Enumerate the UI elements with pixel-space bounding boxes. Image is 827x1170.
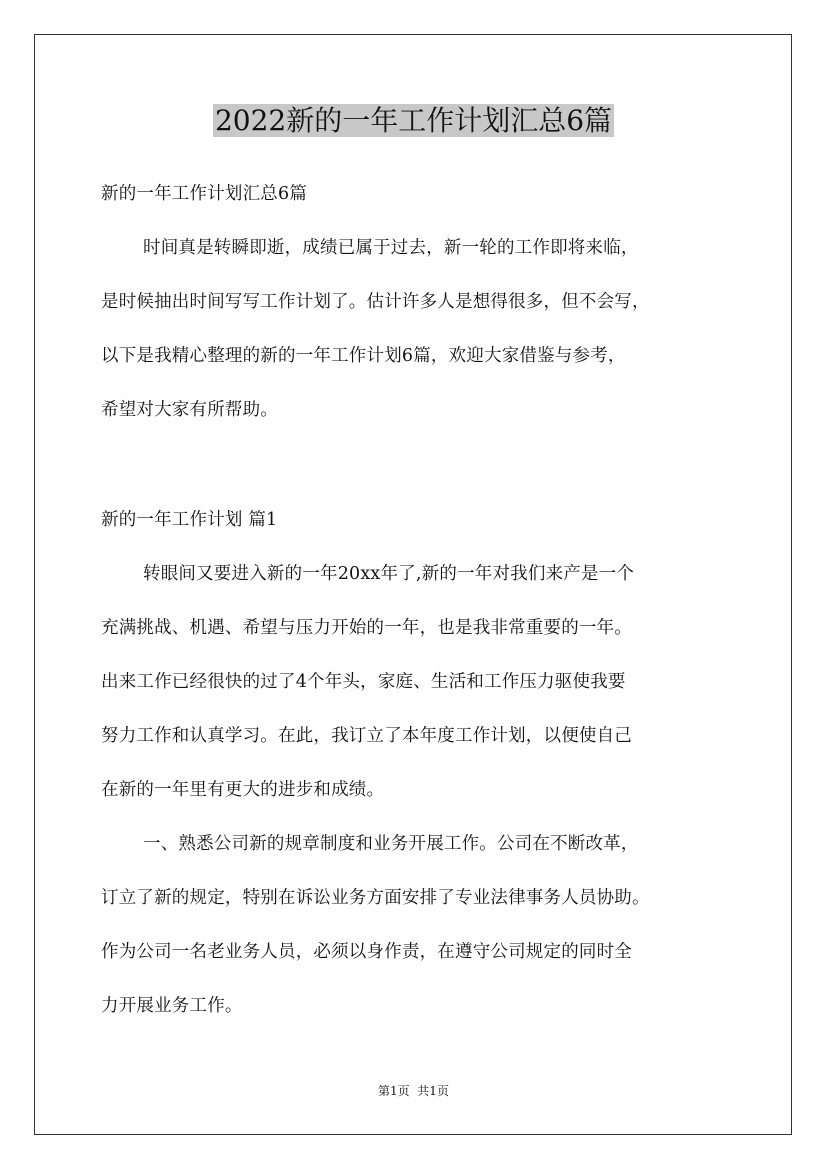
subtitle-line: 新的一年工作计划汇总6篇 xyxy=(101,184,308,204)
page-footer: 第1页 共1页 xyxy=(378,1084,449,1098)
body-line-6: 一、熟悉公司新的规章制度和业务开展工作。公司在不断改革， xyxy=(143,834,639,854)
body-line-5: 在新的一年里有更大的进步和成绩。 xyxy=(101,780,385,800)
body-line-8: 作为公司一名老业务人员，必须以身作责，在遵守公司规定的同时全 xyxy=(101,942,632,962)
intro-line-4: 希望对大家有所帮助。 xyxy=(101,400,278,420)
intro-line-2: 是时候抽出时间写写工作计划了。估计许多人是想得很多，但不会写， xyxy=(101,292,650,312)
section-heading: 新的一年工作计划 篇1 xyxy=(101,510,278,530)
document-title xyxy=(0,101,827,141)
body-line-9: 力开展业务工作。 xyxy=(101,996,243,1016)
body-line-3: 出来工作已经很快的过了4个年头，家庭、生活和工作压力驱使我要 xyxy=(101,672,626,692)
intro-line-3: 以下是我精心整理的新的一年工作计划6篇，欢迎大家借鉴与参考， xyxy=(101,346,626,366)
body-line-2: 充满挑战、机遇、希望与压力开始的一年，也是我非常重要的一年。 xyxy=(101,618,632,638)
body-line-4: 努力工作和认真学习。在此，我订立了本年度工作计划，以便使自己 xyxy=(101,726,632,746)
document-title-text: 2022新的一年工作计划汇总6篇 xyxy=(214,104,613,137)
intro-line-1: 时间真是转瞬即逝，成绩已属于过去，新一轮的工作即将来临， xyxy=(143,238,639,258)
body-line-1: 转眼间又要进入新的一年20xx年了,新的一年对我们来产是一个 xyxy=(143,564,635,584)
body-line-7: 订立了新的规定，特别在诉讼业务方面安排了专业法律事务人员协助。 xyxy=(101,888,650,908)
